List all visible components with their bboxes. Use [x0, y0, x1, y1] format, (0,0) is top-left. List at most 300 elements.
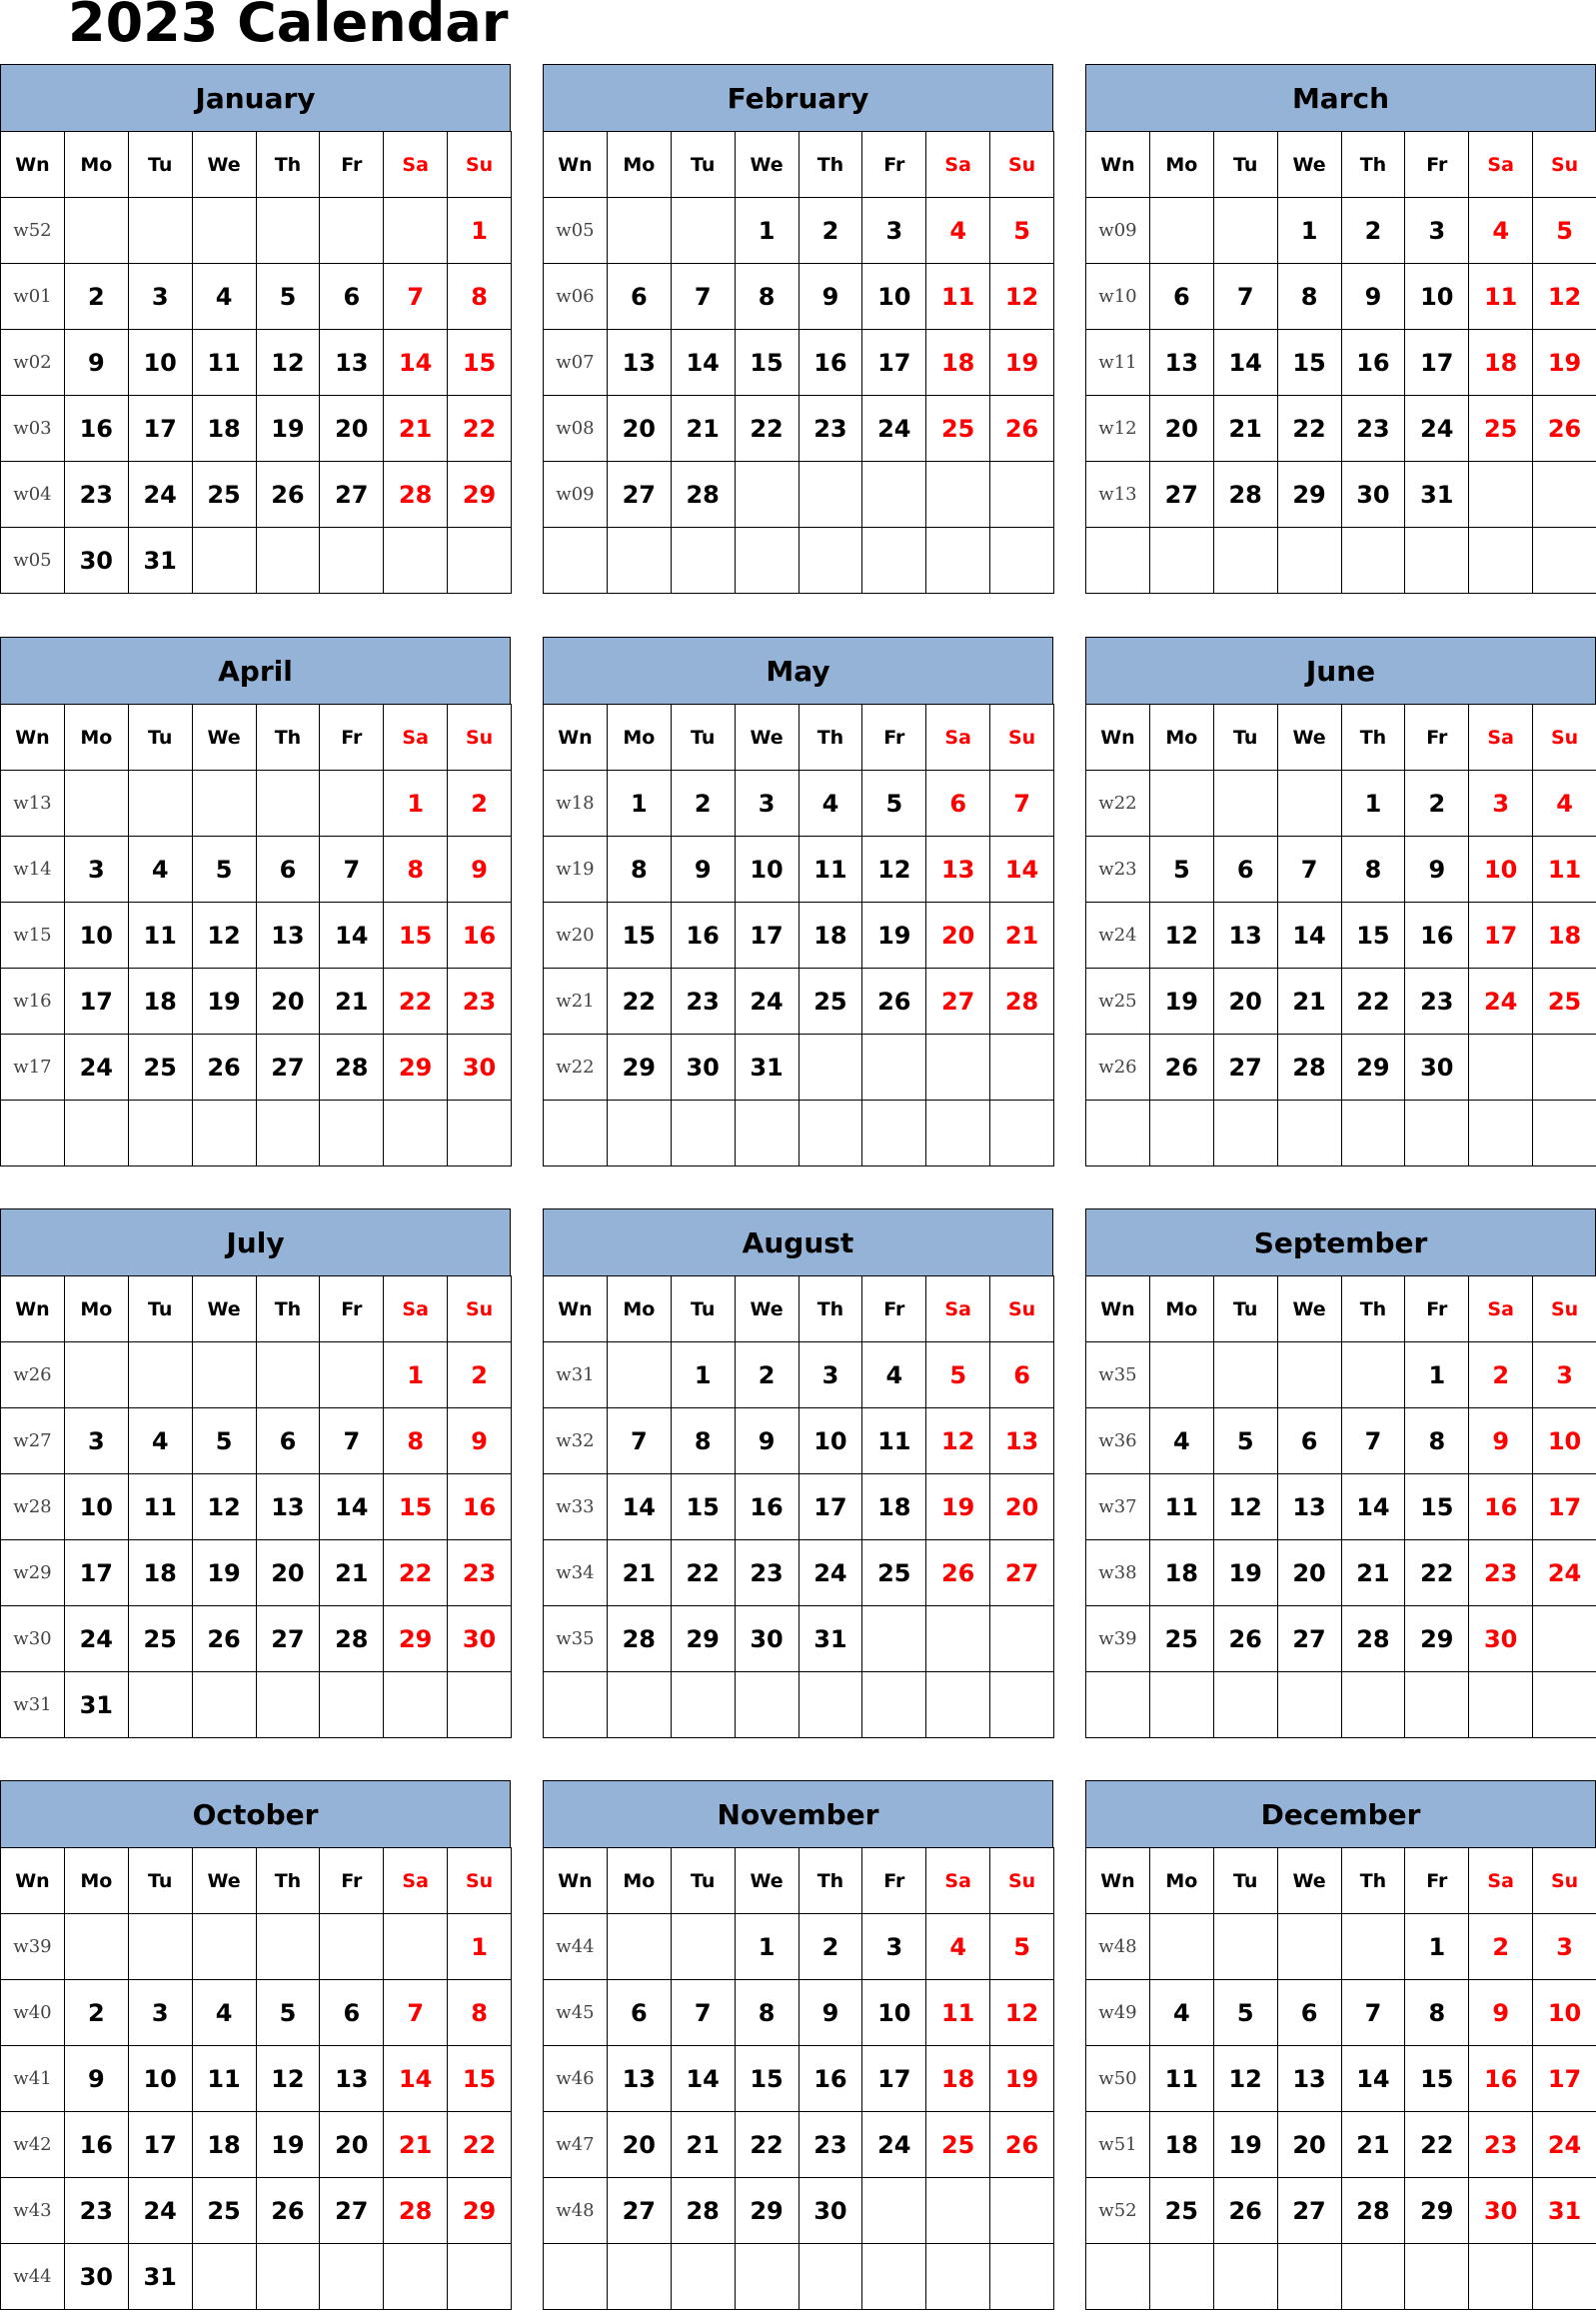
weekday-header: Fr: [1405, 1848, 1469, 1914]
day-cell: 4: [192, 1980, 256, 2046]
day-cell: [1469, 528, 1533, 594]
week-number: w26: [1086, 1035, 1150, 1101]
day-cell: 18: [192, 396, 256, 462]
day-cell: [1213, 1101, 1277, 1166]
month-september: [1085, 1208, 1596, 1745]
day-cell: 9: [735, 1408, 798, 1474]
day-cell: 17: [128, 396, 192, 462]
day-cell: 29: [671, 1606, 735, 1672]
week-row: [1, 903, 512, 969]
day-cell: [1469, 1101, 1533, 1166]
weekday-header: Su: [990, 705, 1054, 771]
day-cell: 3: [1469, 771, 1533, 837]
weekday-header: Fr: [320, 132, 384, 198]
day-cell: 13: [1277, 2046, 1341, 2112]
weekday-header: Th: [256, 1276, 320, 1342]
week-number: w28: [1, 1474, 65, 1540]
week-row: [544, 1540, 1054, 1606]
day-cell: 18: [1469, 330, 1533, 396]
day-cell: 16: [448, 1474, 512, 1540]
day-cell: 30: [1405, 1035, 1469, 1101]
month-table: [0, 704, 512, 1166]
week-row: [1, 1342, 512, 1408]
week-row: [1086, 462, 1596, 528]
day-cell: 15: [1277, 330, 1341, 396]
day-cell: 2: [1405, 771, 1469, 837]
day-cell: 2: [1341, 198, 1405, 264]
day-cell: 6: [607, 264, 671, 330]
day-cell: 7: [671, 1980, 735, 2046]
day-cell: 21: [607, 1540, 671, 1606]
day-cell: 15: [607, 903, 671, 969]
day-cell: [1149, 1672, 1213, 1738]
day-cell: [128, 1342, 192, 1408]
day-cell: 24: [1405, 396, 1469, 462]
weekday-header-row: [544, 705, 1054, 771]
day-cell: 9: [1341, 264, 1405, 330]
day-cell: 4: [128, 1408, 192, 1474]
weekday-header: We: [1277, 705, 1341, 771]
week-number: w23: [1086, 837, 1150, 903]
weekday-header: Mo: [64, 132, 128, 198]
week-number: w45: [544, 1980, 608, 2046]
day-cell: [926, 1101, 990, 1166]
day-cell: 8: [1405, 1408, 1469, 1474]
day-cell: 2: [1469, 1342, 1533, 1408]
day-cell: [448, 2244, 512, 2310]
day-cell: 5: [1149, 837, 1213, 903]
day-cell: 12: [1213, 2046, 1277, 2112]
day-cell: 25: [862, 1540, 926, 1606]
weekday-header: We: [735, 1276, 798, 1342]
week-row: [1, 528, 512, 594]
weekday-header-row: [1, 1848, 512, 1914]
month-table: [1085, 131, 1596, 594]
day-cell: 28: [320, 1606, 384, 1672]
weekday-header: Sa: [384, 1276, 448, 1342]
day-cell: 31: [1405, 462, 1469, 528]
week-row: [544, 1101, 1054, 1166]
month-february: [543, 64, 1053, 601]
day-cell: 11: [1469, 264, 1533, 330]
day-cell: 29: [1277, 462, 1341, 528]
day-cell: 9: [1405, 837, 1469, 903]
day-cell: 4: [926, 198, 990, 264]
weekday-header: Sa: [1469, 132, 1533, 198]
weekday-header: Mo: [607, 1848, 671, 1914]
day-cell: 8: [384, 837, 448, 903]
week-number: w50: [1086, 2046, 1150, 2112]
day-cell: 12: [192, 903, 256, 969]
day-cell: 4: [1533, 771, 1596, 837]
weekday-header: Su: [448, 132, 512, 198]
week-row: [544, 903, 1054, 969]
day-cell: 20: [1277, 2112, 1341, 2178]
day-cell: [926, 462, 990, 528]
day-cell: 23: [1341, 396, 1405, 462]
day-cell: 12: [926, 1408, 990, 1474]
day-cell: 13: [320, 330, 384, 396]
day-cell: 20: [926, 903, 990, 969]
day-cell: [1277, 1101, 1341, 1166]
weekday-header: Mo: [64, 705, 128, 771]
day-cell: 27: [926, 969, 990, 1035]
day-cell: [64, 198, 128, 264]
day-cell: 16: [448, 903, 512, 969]
day-cell: [990, 462, 1054, 528]
day-cell: 29: [448, 462, 512, 528]
day-cell: [862, 1101, 926, 1166]
day-cell: [735, 1101, 798, 1166]
day-cell: 26: [1213, 2178, 1277, 2244]
day-cell: 2: [64, 1980, 128, 2046]
day-cell: 15: [1405, 2046, 1469, 2112]
day-cell: 17: [1469, 903, 1533, 969]
weekday-header: We: [1277, 1276, 1341, 1342]
day-cell: 10: [128, 330, 192, 396]
day-cell: 26: [192, 1035, 256, 1101]
day-cell: 12: [192, 1474, 256, 1540]
weekday-header: Sa: [1469, 705, 1533, 771]
day-cell: 7: [990, 771, 1054, 837]
day-cell: [1149, 771, 1213, 837]
month-august: [543, 1208, 1053, 1745]
week-number: w34: [544, 1540, 608, 1606]
day-cell: 12: [1533, 264, 1596, 330]
day-cell: 13: [1277, 1474, 1341, 1540]
week-row: [1, 1606, 512, 1672]
weekday-header: Tu: [128, 705, 192, 771]
day-cell: 3: [798, 1342, 862, 1408]
day-cell: [990, 2178, 1054, 2244]
day-cell: 10: [1405, 264, 1469, 330]
day-cell: [607, 2244, 671, 2310]
day-cell: [607, 1672, 671, 1738]
day-cell: 15: [735, 2046, 798, 2112]
day-cell: 12: [862, 837, 926, 903]
week-row: [544, 330, 1054, 396]
day-cell: 25: [926, 396, 990, 462]
month-table: [0, 131, 512, 594]
week-number: w40: [1, 1980, 65, 2046]
day-cell: 7: [1341, 1408, 1405, 1474]
day-cell: [926, 1672, 990, 1738]
week-number: w39: [1086, 1606, 1150, 1672]
day-cell: 10: [735, 837, 798, 903]
day-cell: 19: [192, 969, 256, 1035]
day-cell: [1341, 2244, 1405, 2310]
week-number: w39: [1, 1914, 65, 1980]
day-cell: [1213, 771, 1277, 837]
day-cell: [1341, 528, 1405, 594]
day-cell: [1341, 1342, 1405, 1408]
month-table: [0, 1847, 512, 2310]
month-header: March: [1085, 64, 1596, 132]
week-number: w44: [1, 2244, 65, 2310]
day-cell: 14: [384, 330, 448, 396]
day-cell: [990, 1672, 1054, 1738]
day-cell: 21: [1277, 969, 1341, 1035]
day-cell: 4: [926, 1914, 990, 1980]
day-cell: 9: [798, 1980, 862, 2046]
weekday-header-row: [1, 1276, 512, 1342]
day-cell: 5: [990, 198, 1054, 264]
month-header: August: [543, 1208, 1053, 1276]
week-number-header: Wn: [1086, 1276, 1150, 1342]
day-cell: 13: [1149, 330, 1213, 396]
day-cell: 23: [64, 462, 128, 528]
day-cell: [192, 198, 256, 264]
week-number: w29: [1, 1540, 65, 1606]
day-cell: 6: [320, 264, 384, 330]
day-cell: 26: [990, 2112, 1054, 2178]
day-cell: [1469, 462, 1533, 528]
month-header: June: [1085, 637, 1596, 705]
day-cell: 31: [128, 528, 192, 594]
week-number: w48: [1086, 1914, 1150, 1980]
day-cell: [128, 1101, 192, 1166]
week-number: w03: [1, 396, 65, 462]
day-cell: 14: [1341, 1474, 1405, 1540]
weekday-header-row: [1, 132, 512, 198]
week-row: [1, 1474, 512, 1540]
week-number: w46: [544, 2046, 608, 2112]
day-cell: [192, 1101, 256, 1166]
month-table: [0, 1275, 512, 1738]
day-cell: 24: [64, 1606, 128, 1672]
day-cell: 18: [926, 2046, 990, 2112]
day-cell: 14: [1213, 330, 1277, 396]
month-june: [1085, 637, 1596, 1173]
day-cell: 27: [1277, 2178, 1341, 2244]
week-number: w41: [1, 2046, 65, 2112]
day-cell: 13: [607, 2046, 671, 2112]
weekday-header: We: [1277, 132, 1341, 198]
day-cell: [798, 1035, 862, 1101]
day-cell: [448, 1101, 512, 1166]
day-cell: 10: [1469, 837, 1533, 903]
day-cell: 22: [448, 2112, 512, 2178]
day-cell: [1533, 528, 1596, 594]
day-cell: [671, 198, 735, 264]
day-cell: 16: [1469, 1474, 1533, 1540]
weekday-header: Th: [1341, 1848, 1405, 1914]
weekday-header: Th: [798, 132, 862, 198]
week-number: w04: [1, 462, 65, 528]
day-cell: 27: [320, 2178, 384, 2244]
day-cell: 7: [320, 1408, 384, 1474]
day-cell: 1: [1341, 771, 1405, 837]
weekday-header: Su: [1533, 1276, 1596, 1342]
day-cell: [448, 1672, 512, 1738]
day-cell: 3: [64, 1408, 128, 1474]
day-cell: 11: [926, 264, 990, 330]
day-cell: 1: [1405, 1342, 1469, 1408]
day-cell: 23: [448, 1540, 512, 1606]
week-number-header: Wn: [544, 1848, 608, 1914]
week-row: [1086, 2178, 1596, 2244]
day-cell: [862, 2178, 926, 2244]
weekday-header: Fr: [1405, 705, 1469, 771]
weekday-header: Th: [798, 1276, 862, 1342]
day-cell: [798, 528, 862, 594]
day-cell: 20: [1213, 969, 1277, 1035]
week-number: w33: [544, 1474, 608, 1540]
day-cell: [798, 2244, 862, 2310]
weekday-header: Su: [1533, 132, 1596, 198]
day-cell: [384, 528, 448, 594]
day-cell: 25: [1533, 969, 1596, 1035]
day-cell: 7: [671, 264, 735, 330]
weekday-header: Tu: [671, 1848, 735, 1914]
week-row: [1086, 903, 1596, 969]
week-number: w15: [1, 903, 65, 969]
day-cell: 10: [862, 264, 926, 330]
weekday-header: Tu: [1213, 132, 1277, 198]
week-row: [544, 1980, 1054, 2046]
day-cell: 20: [320, 2112, 384, 2178]
day-cell: 14: [320, 1474, 384, 1540]
day-cell: 31: [64, 1672, 128, 1738]
day-cell: 19: [990, 2046, 1054, 2112]
weekday-header: Sa: [384, 705, 448, 771]
weekday-header: Tu: [1213, 1848, 1277, 1914]
day-cell: 13: [607, 330, 671, 396]
day-cell: 11: [1533, 837, 1596, 903]
day-cell: [607, 1101, 671, 1166]
day-cell: [1213, 1914, 1277, 1980]
week-number: w19: [544, 837, 608, 903]
week-row: [1086, 198, 1596, 264]
week-number: w09: [1086, 198, 1150, 264]
day-cell: 5: [926, 1342, 990, 1408]
week-number: [544, 1672, 608, 1738]
day-cell: 6: [1277, 1408, 1341, 1474]
week-row: [544, 198, 1054, 264]
weekday-header: Fr: [1405, 132, 1469, 198]
day-cell: [64, 771, 128, 837]
week-number: w37: [1086, 1474, 1150, 1540]
day-cell: 22: [448, 396, 512, 462]
day-cell: 5: [990, 1914, 1054, 1980]
week-number: w13: [1, 771, 65, 837]
week-row: [1, 1914, 512, 1980]
weekday-header: We: [192, 1276, 256, 1342]
day-cell: [1533, 1101, 1596, 1166]
day-cell: 4: [1149, 1980, 1213, 2046]
day-cell: 26: [256, 2178, 320, 2244]
weekday-header: Sa: [384, 1848, 448, 1914]
day-cell: 25: [192, 462, 256, 528]
day-cell: 14: [384, 2046, 448, 2112]
day-cell: [1213, 198, 1277, 264]
day-cell: [128, 1914, 192, 1980]
month-table: [543, 704, 1054, 1166]
week-row: [544, 1606, 1054, 1672]
day-cell: 21: [384, 2112, 448, 2178]
day-cell: 15: [384, 1474, 448, 1540]
day-cell: 22: [1277, 396, 1341, 462]
month-header: May: [543, 637, 1053, 705]
day-cell: 23: [798, 396, 862, 462]
week-row: [544, 837, 1054, 903]
weekday-header: Su: [448, 1276, 512, 1342]
day-cell: [990, 1035, 1054, 1101]
day-cell: [1341, 1101, 1405, 1166]
week-number: w02: [1, 330, 65, 396]
day-cell: 17: [64, 1540, 128, 1606]
week-number: w42: [1, 2112, 65, 2178]
day-cell: 9: [798, 264, 862, 330]
week-row: [1086, 264, 1596, 330]
day-cell: 27: [1277, 1606, 1341, 1672]
weekday-header: Th: [256, 1848, 320, 1914]
day-cell: 23: [798, 2112, 862, 2178]
week-number: w07: [544, 330, 608, 396]
day-cell: 16: [798, 2046, 862, 2112]
week-row: [1, 1980, 512, 2046]
weekday-header: Mo: [64, 1848, 128, 1914]
day-cell: 19: [256, 2112, 320, 2178]
day-cell: 29: [384, 1606, 448, 1672]
day-cell: 3: [128, 1980, 192, 2046]
day-cell: 15: [448, 2046, 512, 2112]
day-cell: 16: [1469, 2046, 1533, 2112]
weekday-header: Fr: [862, 705, 926, 771]
day-cell: [1341, 1672, 1405, 1738]
day-cell: 3: [1533, 1342, 1596, 1408]
day-cell: 5: [192, 1408, 256, 1474]
month-october: [0, 1780, 511, 2317]
week-row: [1086, 1342, 1596, 1408]
day-cell: [862, 462, 926, 528]
day-cell: 22: [671, 1540, 735, 1606]
day-cell: 5: [862, 771, 926, 837]
day-cell: 24: [735, 969, 798, 1035]
day-cell: 27: [256, 1035, 320, 1101]
day-cell: [862, 528, 926, 594]
day-cell: 15: [1341, 903, 1405, 969]
day-cell: 23: [671, 969, 735, 1035]
weekday-header: We: [1277, 1848, 1341, 1914]
day-cell: 1: [384, 1342, 448, 1408]
day-cell: 1: [671, 1342, 735, 1408]
day-cell: 3: [862, 198, 926, 264]
day-cell: 28: [384, 2178, 448, 2244]
day-cell: 14: [1341, 2046, 1405, 2112]
weekday-header: Su: [448, 705, 512, 771]
week-number: w09: [544, 462, 608, 528]
weekday-header: Sa: [1469, 1848, 1533, 1914]
day-cell: [1405, 2244, 1469, 2310]
day-cell: 19: [1533, 330, 1596, 396]
day-cell: 7: [384, 264, 448, 330]
day-cell: 23: [735, 1540, 798, 1606]
day-cell: 1: [448, 1914, 512, 1980]
week-row: [1, 2112, 512, 2178]
week-row: [1086, 837, 1596, 903]
day-cell: 17: [798, 1474, 862, 1540]
day-cell: 11: [192, 330, 256, 396]
day-cell: 8: [671, 1408, 735, 1474]
day-cell: [256, 198, 320, 264]
week-row: [1, 1035, 512, 1101]
weekday-header: Tu: [128, 1848, 192, 1914]
day-cell: 11: [128, 903, 192, 969]
day-cell: 2: [64, 264, 128, 330]
day-cell: 14: [1277, 903, 1341, 969]
day-cell: [607, 1914, 671, 1980]
